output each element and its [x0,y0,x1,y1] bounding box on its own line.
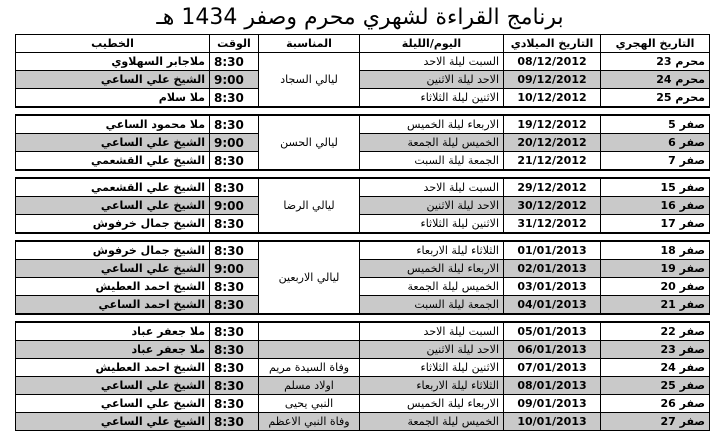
occasion-cell [259,341,360,359]
day-night-cell: الخميس ليلة الجمعة [360,278,504,296]
occasion-cell: ليالي الحسن [259,115,360,170]
occasion-cell [259,322,360,341]
sheikh-cell: الشيخ علي الساعي [16,134,210,152]
sheikh-cell: ملا جعفر عباد [16,341,210,359]
separator-cell [16,107,710,115]
table-row [16,296,710,315]
day-night-cell: الاربعاء ليلة الخميس [360,115,504,134]
gregorian-date-cell: 07/01/2013 [504,359,601,377]
table-row [16,197,710,215]
time-cell: 8:30 [210,178,259,197]
table-row [16,215,710,234]
table-row [16,341,710,359]
gregorian-date-cell: 10/01/2013 [504,413,601,431]
time-cell: 8:30 [210,359,259,377]
hijri-date-cell: صفر 21 [601,296,710,315]
schedule-body [16,53,710,431]
gregorian-date-cell: 08/12/2012 [504,53,601,71]
sheikh-cell: الشيخ علي الساعي [16,377,210,395]
hijri-date-cell: صفر 25 [601,377,710,395]
day-night-cell: الاحد ليلة الاثنين [360,341,504,359]
sheikh-cell: الشيخ علي الساعي [16,260,210,278]
time-cell: 9:00 [210,260,259,278]
sheikh-cell: الشيخ علي القشعمي [16,152,210,171]
hijri-date-cell: صفر 23 [601,341,710,359]
time-cell: 9:00 [210,134,259,152]
sheikh-cell: الشيخ احمد الساعي [16,296,210,315]
hijri-date-cell: محرم 25 [601,89,710,108]
hijri-date-cell: صفر 18 [601,241,710,260]
table-row [16,134,710,152]
sheikh-cell: ملا سلام [16,89,210,108]
hijri-date-cell: صفر 7 [601,152,710,171]
sheikh-cell: الشيخ علي القشعمي [16,178,210,197]
table-row [16,278,710,296]
table-row [16,71,710,89]
day-night-cell: الاثنين ليلة الثلاثاء [360,359,504,377]
gregorian-date-cell: 21/12/2012 [504,152,601,171]
group-separator [16,107,710,115]
hijri-date-cell: صفر 26 [601,395,710,413]
gregorian-date-cell: 19/12/2012 [504,115,601,134]
sheikh-cell: الشيخ جمال خرفوش [16,215,210,234]
table-row [16,89,710,108]
separator-cell [16,170,710,178]
time-cell: 8:30 [210,377,259,395]
header-hijri: التاريخ الهجري [601,35,710,53]
sheikh-cell: ملا محمود الساعي [16,115,210,134]
occasion-cell: وفاة النبي الاعظم [259,413,360,431]
occasion-cell: وفاة السيدة مريم [259,359,360,377]
header-time: الوقت [210,35,259,53]
day-night-cell: الاحد ليلة الاثنين [360,71,504,89]
gregorian-date-cell: 03/01/2013 [504,278,601,296]
time-cell: 8:30 [210,395,259,413]
day-night-cell: الجمعة ليلة السبت [360,296,504,315]
gregorian-date-cell: 31/12/2012 [504,215,601,234]
day-night-cell: الثلاثاء ليلة الاربعاء [360,377,504,395]
day-night-cell: الاثنين ليلة الثلاثاء [360,89,504,108]
hijri-date-cell: صفر 17 [601,215,710,234]
hijri-date-cell: صفر 24 [601,359,710,377]
occasion-cell: ليالي السجاد [259,53,360,108]
table-row [16,115,710,134]
hijri-date-cell: محرم 24 [601,71,710,89]
header-occasion: المناسبة [259,35,360,53]
header-gregorian: التاريخ الميلادي [504,35,601,53]
hijri-date-cell: صفر 15 [601,178,710,197]
gregorian-date-cell: 08/01/2013 [504,377,601,395]
sheikh-cell: الشيخ علي الساعي [16,395,210,413]
occasion-cell: النبي يحيى [259,395,360,413]
sheikh-cell: الشيخ علي الساعي [16,197,210,215]
sheikh-cell: الشيخ علي الساعي [16,413,210,431]
table-row [16,322,710,341]
time-cell: 9:00 [210,197,259,215]
time-cell: 8:30 [210,152,259,171]
gregorian-date-cell: 20/12/2012 [504,134,601,152]
day-night-cell: الخميس ليلة الجمعة [360,134,504,152]
gregorian-date-cell: 30/12/2012 [504,197,601,215]
table-row [16,53,710,71]
day-night-cell: الثلاثاء ليلة الاربعاء [360,241,504,260]
hijri-date-cell: صفر 5 [601,115,710,134]
gregorian-date-cell: 01/01/2013 [504,241,601,260]
hijri-date-cell: صفر 16 [601,197,710,215]
sheikh-cell: الشيخ احمد العطيش [16,278,210,296]
table-row [16,413,710,431]
group-separator [16,314,710,322]
gregorian-date-cell: 09/01/2013 [504,395,601,413]
day-night-cell: الخميس ليلة الجمعة [360,413,504,431]
time-cell: 8:30 [210,413,259,431]
gregorian-date-cell: 06/01/2013 [504,341,601,359]
time-cell: 8:30 [210,89,259,108]
hijri-date-cell: صفر 22 [601,322,710,341]
gregorian-date-cell: 29/12/2012 [504,178,601,197]
table-header-row [16,35,710,53]
occasion-cell: ليالي الرضا [259,178,360,233]
table-row [16,359,710,377]
gregorian-date-cell: 02/01/2013 [504,260,601,278]
time-cell: 8:30 [210,241,259,260]
sheikh-cell: الشيخ احمد العطيش [16,359,210,377]
day-night-cell: السبت ليلة الاحد [360,178,504,197]
group-separator [16,233,710,241]
hijri-date-cell: صفر 6 [601,134,710,152]
day-night-cell: الاحد ليلة الاثنين [360,197,504,215]
table-row [16,152,710,171]
time-cell: 8:30 [210,322,259,341]
time-cell: 8:30 [210,53,259,71]
time-cell: 8:30 [210,215,259,234]
separator-cell [16,314,710,322]
time-cell: 8:30 [210,341,259,359]
table-row [16,377,710,395]
day-night-cell: السبت ليلة الاحد [360,53,504,71]
time-cell: 8:30 [210,278,259,296]
separator-cell [16,233,710,241]
sheikh-cell: ملا جعفر عباد [16,322,210,341]
table-row [16,178,710,197]
schedule-table [15,34,710,431]
sheikh-cell: ملاجابر السهلاوي [16,53,210,71]
gregorian-date-cell: 04/01/2013 [504,296,601,315]
day-night-cell: السبت ليلة الاحد [360,322,504,341]
table-row [16,241,710,260]
header-sheikh: الخطيب [16,35,210,53]
time-cell: 8:30 [210,115,259,134]
day-night-cell: الاثنين ليلة الثلاثاء [360,215,504,234]
hijri-date-cell: صفر 20 [601,278,710,296]
table-row [16,395,710,413]
gregorian-date-cell: 10/12/2012 [504,89,601,108]
gregorian-date-cell: 09/12/2012 [504,71,601,89]
hijri-date-cell: محرم 23 [601,53,710,71]
gregorian-date-cell: 05/01/2013 [504,322,601,341]
header-day: اليوم/الليلة [360,35,504,53]
time-cell: 8:30 [210,296,259,315]
day-night-cell: الجمعة ليلة السبت [360,152,504,171]
hijri-date-cell: صفر 19 [601,260,710,278]
sheikh-cell: الشيخ جمال خرفوش [16,241,210,260]
hijri-date-cell: صفر 27 [601,413,710,431]
occasion-cell: ليالي الاربعين [259,241,360,314]
table-row [16,260,710,278]
sheikh-cell: الشيخ علي الساعي [16,71,210,89]
page-title: برنامج القراءة لشهري محرم وصفر 1434 هـ [156,5,564,30]
day-night-cell: الاربعاء ليلة الخميس [360,395,504,413]
group-separator [16,170,710,178]
time-cell: 9:00 [210,71,259,89]
day-night-cell: الاربعاء ليلة الخميس [360,260,504,278]
occasion-cell: اولاد مسلم [259,377,360,395]
